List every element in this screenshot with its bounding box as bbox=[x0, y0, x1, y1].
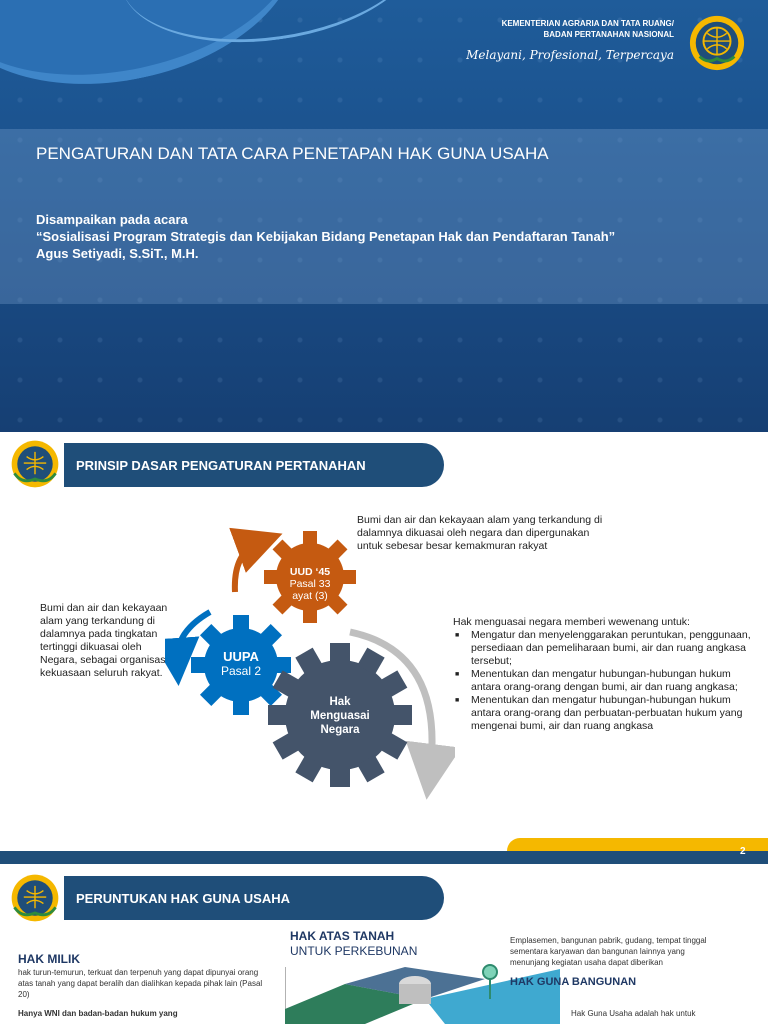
presenter-name: Agus Setiyadi, S.SiT., M.H. bbox=[36, 246, 199, 261]
hgb-title: HAK GUNA BANGUNAN bbox=[510, 976, 637, 988]
authority-bullet: ■ Menentukan dan mengatur hubungan-hubungan hukum antara orang-orang dengan bumi, air dan ruang angkasa; bbox=[453, 668, 763, 694]
hgu-allocation-slide bbox=[0, 864, 768, 1024]
presented-at: Disampaikan pada acara bbox=[36, 212, 188, 227]
hak-gear-label bbox=[300, 695, 380, 737]
principles-slide bbox=[0, 432, 768, 864]
section-header bbox=[64, 443, 444, 487]
uud-description: Bumi dan air dan kekayaan alam yang terkandung di dalamnya dikuasai oleh negara dan dipergunakan untuk sebesar besar kemakmuran rakyat bbox=[357, 514, 603, 552]
uud-gear-sub1: Pasal 33 bbox=[289, 578, 331, 590]
section-header bbox=[64, 876, 444, 920]
uupa-gear-sub: Pasal 2 bbox=[220, 664, 262, 678]
authority-bullet: ■ Menentukan dan mengatur hubungan-hubungan hukum antara orang-orang dan perbuatan-perbuatan hukum yang mengenai bumi, air dan ruang angkasa bbox=[453, 694, 763, 733]
presentation-subtitle bbox=[36, 211, 615, 262]
hak-gear-line2: Menguasai bbox=[310, 710, 370, 722]
hak-gear-line1: Hak bbox=[329, 696, 351, 708]
authority-intro: Hak menguasai negara memberi wewenang untuk: bbox=[453, 616, 690, 628]
uupa-gear-label bbox=[201, 649, 281, 678]
title-slide bbox=[0, 0, 768, 432]
uud-gear-sub2: ayat (3) bbox=[292, 590, 328, 602]
emplasemen-text: Emplasemen, bangunan pabrik, gudang, tempat tinggal sementara karyawan dan bangunan lainnya yang menunjang kegiatan usaha dapat diberikan bbox=[510, 936, 707, 967]
uupa-description: Bumi dan air dan kekayaan alam yang terkandung di dalamnya pada tingkatan tertinggi dikuasai oleh Negara, sebagai organisasi kekuasaan seluruh rakyat. bbox=[40, 602, 168, 679]
ministry-logo-icon bbox=[688, 14, 746, 72]
hak-milik-title: HAK MILIK bbox=[18, 952, 80, 966]
tagline: Melayani, Profesional, Terpercaya bbox=[466, 48, 674, 62]
uud-gear-title: UUD ‘45 bbox=[289, 566, 331, 578]
orange-curved-arrow bbox=[235, 542, 260, 592]
ministry-line-2: BADAN PERTANAHAN NASIONAL bbox=[543, 30, 674, 39]
hak-milik-definition: hak turun-temurun, terkuat dan terpenuh yang dapat dipunyai orang atas tanah yang dapat beralih dan dialihkan kepada pihak lain (Pasal 20) bbox=[18, 968, 263, 999]
section-header-title: PRINSIP DASAR PENGATURAN PERTANAHAN bbox=[76, 458, 366, 473]
authority-bullet: ■ Mengatur dan menyelenggarakan peruntukan, penggunaan, persediaan dan pemeliharaan bumi, air dan ruang angkasa tersebut; bbox=[453, 629, 763, 668]
hak-milik-note: Hanya WNI dan badan-badan hukum yang bbox=[18, 1009, 178, 1018]
hgu-definition: Hak Guna Usaha adalah hak untuk bbox=[571, 1009, 696, 1018]
ministry-name bbox=[502, 18, 674, 40]
authority-list bbox=[453, 616, 763, 733]
page-number: 2 bbox=[740, 846, 746, 857]
hak-atas-tanah-title: HAK ATAS TANAH bbox=[290, 929, 395, 943]
hak-atas-tanah-subtitle: UNTUK PERKEBUNAN bbox=[290, 944, 418, 958]
uud-gear-label bbox=[270, 566, 350, 602]
ministry-line-1: KEMENTERIAN AGRARIA DAN TATA RUANG/ bbox=[501, 19, 674, 28]
authority-bullets bbox=[453, 629, 763, 733]
hak-gear-line3: Negara bbox=[320, 724, 360, 736]
uupa-gear-title: UUPA bbox=[223, 649, 259, 664]
plantation-illustration bbox=[285, 959, 560, 1024]
ministry-logo-icon bbox=[6, 870, 64, 926]
presentation-title: PENGATURAN DAN TATA CARA PENETAPAN HAK GUNA USAHA bbox=[36, 144, 549, 163]
section-header-title: PERUNTUKAN HAK GUNA USAHA bbox=[76, 891, 291, 906]
event-name: “Sosialisasi Program Strategis dan Kebijakan Bidang Penetapan Hak dan Pendaftaran Tanah” bbox=[36, 229, 616, 244]
ministry-logo-icon bbox=[6, 436, 64, 492]
footer-bar bbox=[0, 851, 768, 864]
